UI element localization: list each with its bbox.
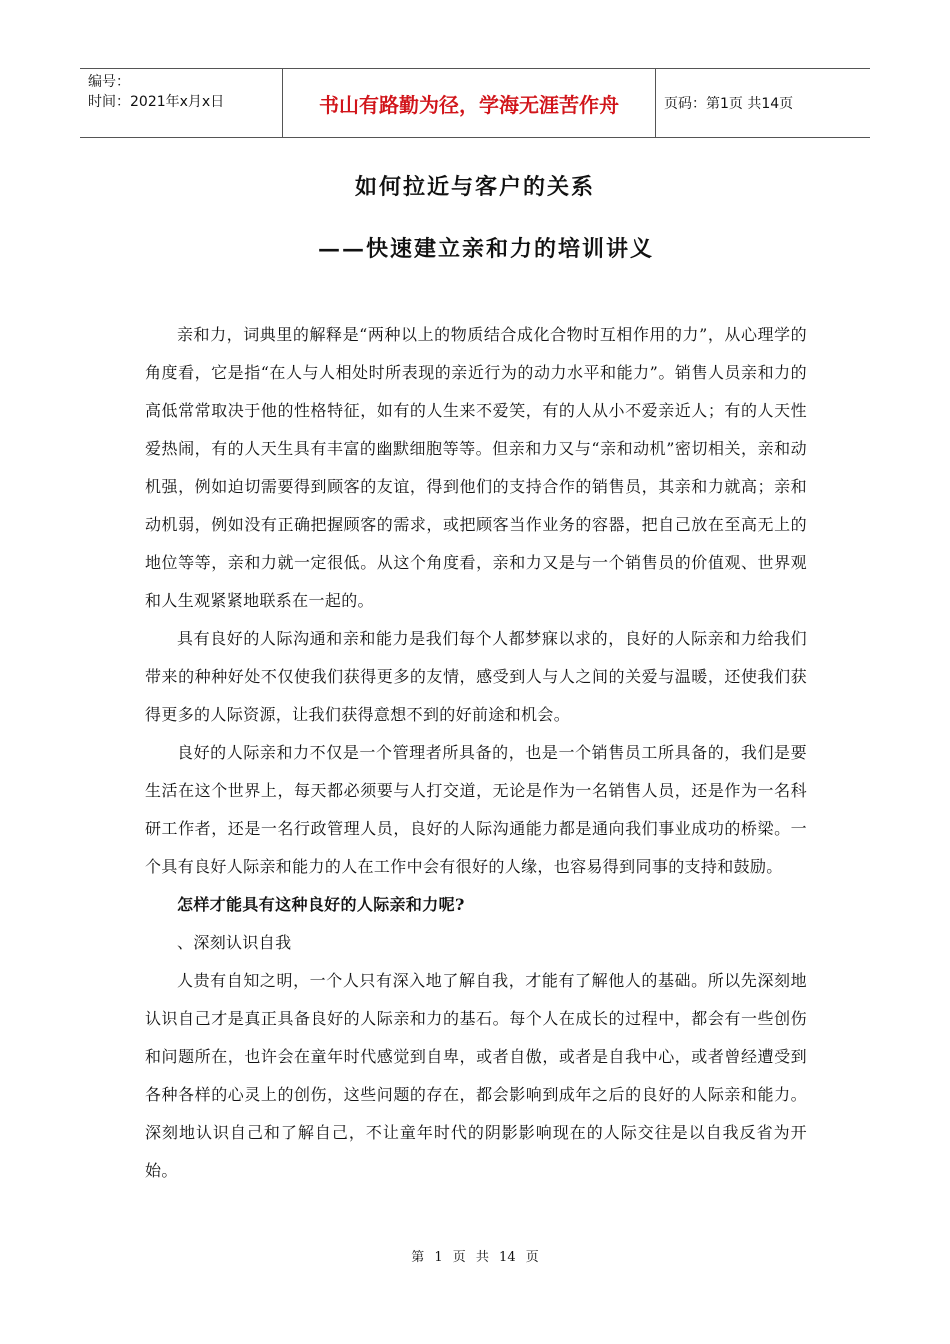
body-paragraph: 良好的人际亲和力不仅是一个管理者所具备的，也是一个销售员工所具备的，我们是要生活在这个世界上，每天都必须要与人打交道，无论是作为一名销售人员，还是作为一名科研工作者，还是一名行政管理人员，良好的人际沟通能力都是通向我们事业成功的桥梁。一个具有良好人际亲和能力的人在工作中会有很好的人缘，也容易得到同事的支持和鼓励。 [145,743,807,876]
document-body [145,316,807,1190]
section-heading: 、深刻认识自我 [177,933,292,952]
body-paragraph: 具有良好的人际沟通和亲和能力是我们每个人都梦寐以求的，良好的人际亲和力给我们带来的种种好处不仅使我们获得更多的友情，感受到人与人之间的关爱与温暖，还使我们获得更多的人际资源，让我们获得意想不到的好前途和机会。 [145,629,807,724]
document-title: 如何拉近与客户的关系 [354,174,595,200]
document-subtitle: ——快速建立亲和力的培训讲义 [318,236,655,262]
page-footer: 第 1 页 共 14 页 [411,1250,539,1265]
document-header [80,68,870,138]
header-page-info: 页码：第1页 共14页 [664,96,794,112]
time-label: 时间：2021年x月x日 [88,94,225,110]
header-meta [80,69,282,137]
question-heading: 怎样才能具有这种良好的人际亲和力呢? [177,895,465,914]
section-paragraph: 人贵有自知之明，一个人只有深入地了解自我，才能有了解他人的基础。所以先深刻地认识自己才是真正具备良好的人际亲和力的基石。每个人在成长的过程中，都会有一些创伤和问题所在，也许会在童年时代感觉到自卑，或者自傲，或者是自我中心，或者曾经遭受到各种各样的心灵上的创伤，这些问题的存在，都会影响到成年之后的良好的人际亲和能力。深刻地认识自己和了解自己，不让童年时代的阴影影响现在的人际交往是以自我反省为开始。 [145,971,807,1180]
body-paragraph: 亲和力，词典里的解释是“两种以上的物质结合成化合物时互相作用的力”，从心理学的角度看，它是指“在人与人相处时所表现的亲近行为的动力水平和能力”。销售人员亲和力的高低常常取决于他的性格特征，如有的人生来不爱笑，有的人从小不爱亲近人；有的人天性爱热闹，有的人天生具有丰富的幽默细胞等等。但亲和力又与“亲和动机”密切相关，亲和动机强，例如迫切需要得到顾客的友谊，得到他们的支持合作的销售员，其亲和力就高；亲和动机弱，例如没有正确把握顾客的需求，或把顾客当作业务的容器，把自己放在至高无上的地位等等，亲和力就一定很低。从这个角度看，亲和力又是与一个销售员的价值观、世界观和人生观紧紧地联系在一起的。 [145,325,807,610]
header-motto: 书山有路勤为径，学海无涯苦作舟 [282,69,656,137]
number-label: 编号： [88,74,130,90]
